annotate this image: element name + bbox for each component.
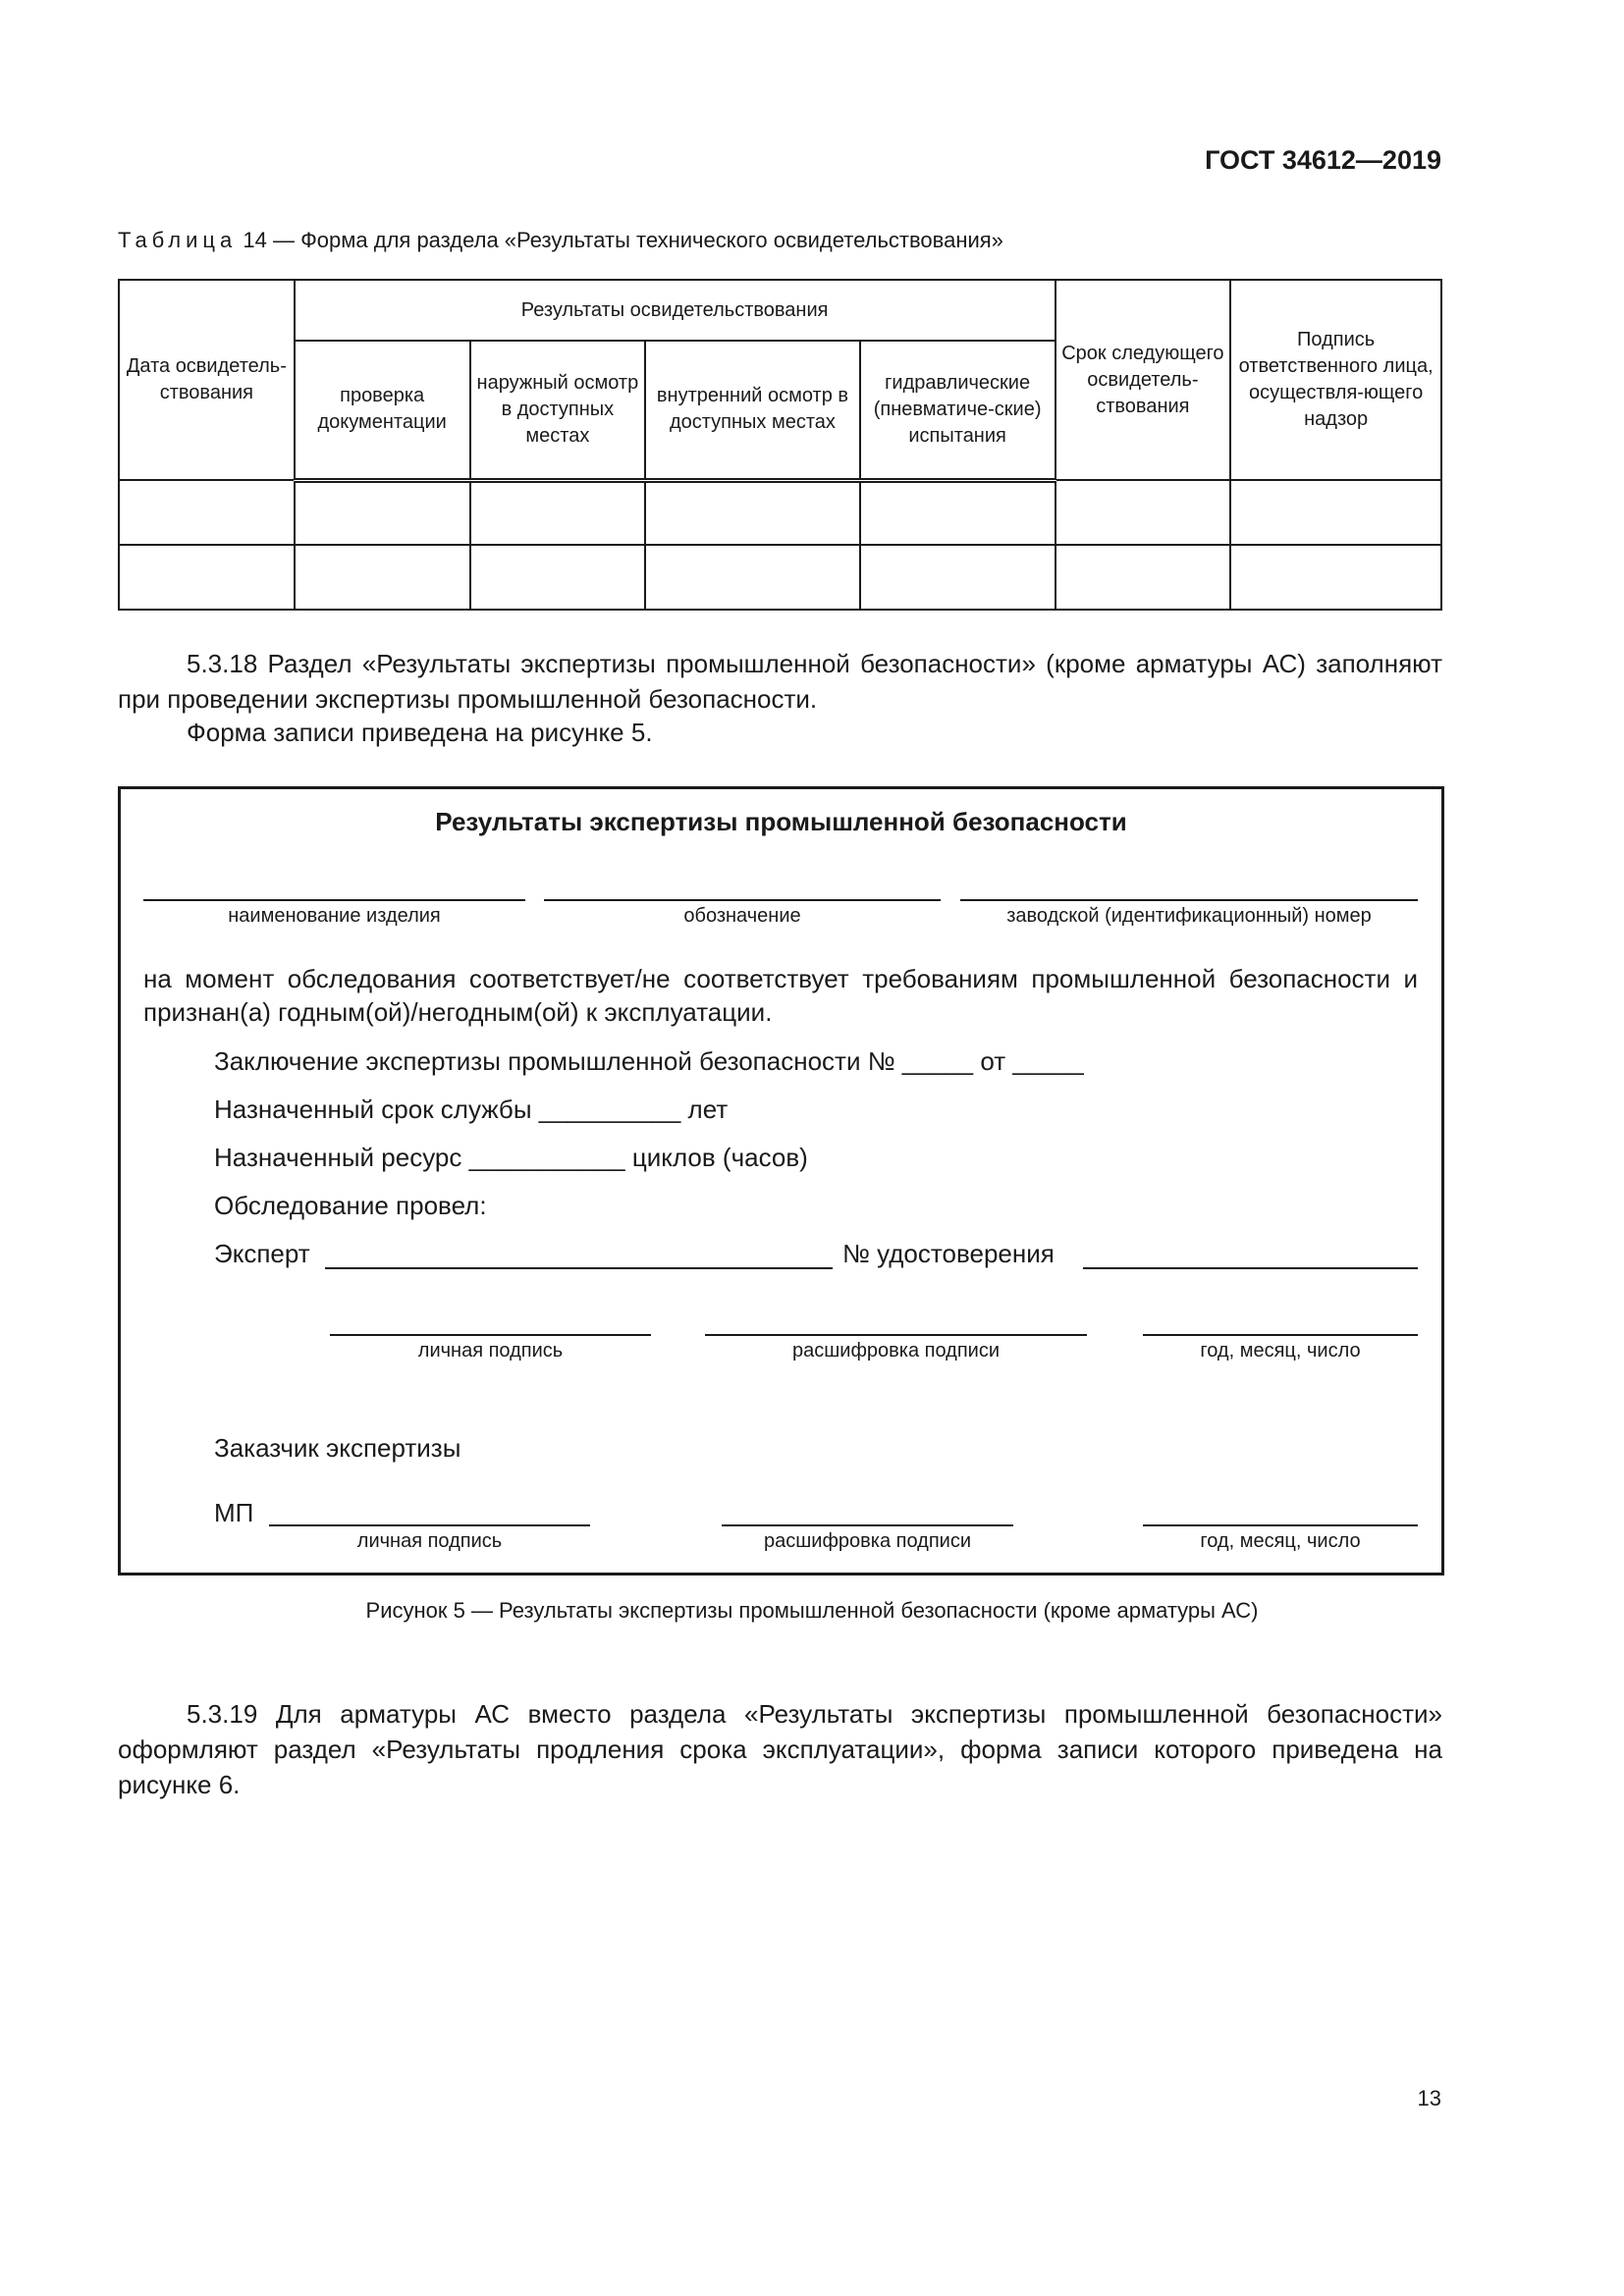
sub-col-internal: внутренний осмотр в доступных местах <box>645 341 860 480</box>
customer-label: Заказчик экспертизы <box>214 1433 461 1463</box>
figure-caption: Рисунок 5 — Результаты экспертизы промышленной безопасности (кроме арматуры АС) <box>365 1598 1259 1623</box>
col-next-inspection-header: Срок следующего освидетель-ствования <box>1056 280 1231 480</box>
group-results-header: Результаты освидетельствования <box>295 280 1056 341</box>
certificate-label: № удостоверения <box>842 1239 1055 1268</box>
customer-signature-caption: личная подпись <box>356 1530 503 1552</box>
resource-line: Назначенный ресурс ___________ циклов (часов) <box>214 1143 808 1172</box>
expert-label: Эксперт <box>214 1239 310 1268</box>
sub-col-hydraulic: гидравлические (пневматиче-ские) испытания <box>860 341 1056 480</box>
expert-signature-line <box>330 1334 651 1336</box>
expert-signature-caption: личная подпись <box>417 1340 564 1362</box>
serial-number-caption: заводской (идентификационный) номер <box>1006 905 1372 927</box>
table-caption <box>118 228 1003 253</box>
table-row <box>119 480 1441 545</box>
figure-reference: Форма записи приведена на рисунке 5. <box>187 718 653 747</box>
product-name-caption: наименование изделия <box>228 905 441 927</box>
table-caption-text: 14 — Форма для раздела «Результаты технического освидетельствования» <box>237 228 1003 252</box>
col-signature-header: Подпись ответственного лица, осуществля-ющего надзор <box>1230 280 1441 480</box>
customer-signature-line <box>269 1524 590 1526</box>
sub-col-documents: проверка документации <box>295 341 470 480</box>
designation-caption: обозначение <box>683 905 801 927</box>
expert-date-caption: год, месяц, число <box>1200 1340 1361 1362</box>
serial-number-line <box>960 899 1418 901</box>
table-caption-prefix: Таблица <box>118 228 238 252</box>
standard-code: ГОСТ 34612—2019 <box>1205 145 1441 175</box>
figure-5-form <box>118 786 1444 1575</box>
figure-title: Результаты экспертизы промышленной безопасности <box>435 807 1127 836</box>
expert-line <box>325 1267 833 1269</box>
customer-date-caption: год, месяц, число <box>1200 1530 1361 1552</box>
col-date-header: Дата освидетель-ствования <box>119 280 295 480</box>
compliance-statement: на момент обследования соответствует/не соответствует требованиям промышленной безопасности и признан(а) годным(ой)/негодным(ой) к эксплуатации. <box>143 964 1418 1027</box>
customer-decoding-caption: расшифровка подписи <box>763 1530 971 1552</box>
customer-date-line <box>1143 1524 1418 1526</box>
expert-decoding-caption: расшифровка подписи <box>791 1340 1000 1362</box>
designation-line <box>544 899 941 901</box>
customer-decoding-line <box>722 1524 1013 1526</box>
expert-date-line <box>1143 1334 1418 1336</box>
sub-col-external: наружный осмотр в доступных местах <box>470 341 646 480</box>
stamp-label: МП <box>214 1498 254 1527</box>
paragraph-5-3-19: 5.3.19 Для арматуры АС вместо раздела «Результаты экспертизы промышленной безопасности» оформляют раздел «Результаты продления срока эксплуатации», форма записи которого приведена на рисунке 6. <box>118 1699 1442 1799</box>
inspection-results-table <box>118 279 1442 611</box>
page-number: 13 <box>1417 2086 1441 2110</box>
service-life-line: Назначенный срок службы __________ лет <box>214 1095 729 1124</box>
product-name-line <box>143 899 525 901</box>
certificate-line <box>1083 1267 1418 1269</box>
expert-decoding-line <box>705 1334 1087 1336</box>
paragraph-5-3-18: 5.3.18 Раздел «Результаты экспертизы промышленной безопасности» (кроме арматуры АС) заполняют при проведении экспертизы промышленной безопасности. <box>118 649 1442 714</box>
table-row <box>119 545 1441 610</box>
conclusion-line: Заключение экспертизы промышленной безопасности № _____ от _____ <box>214 1046 1084 1076</box>
inspected-by-label: Обследование провел: <box>214 1191 487 1220</box>
